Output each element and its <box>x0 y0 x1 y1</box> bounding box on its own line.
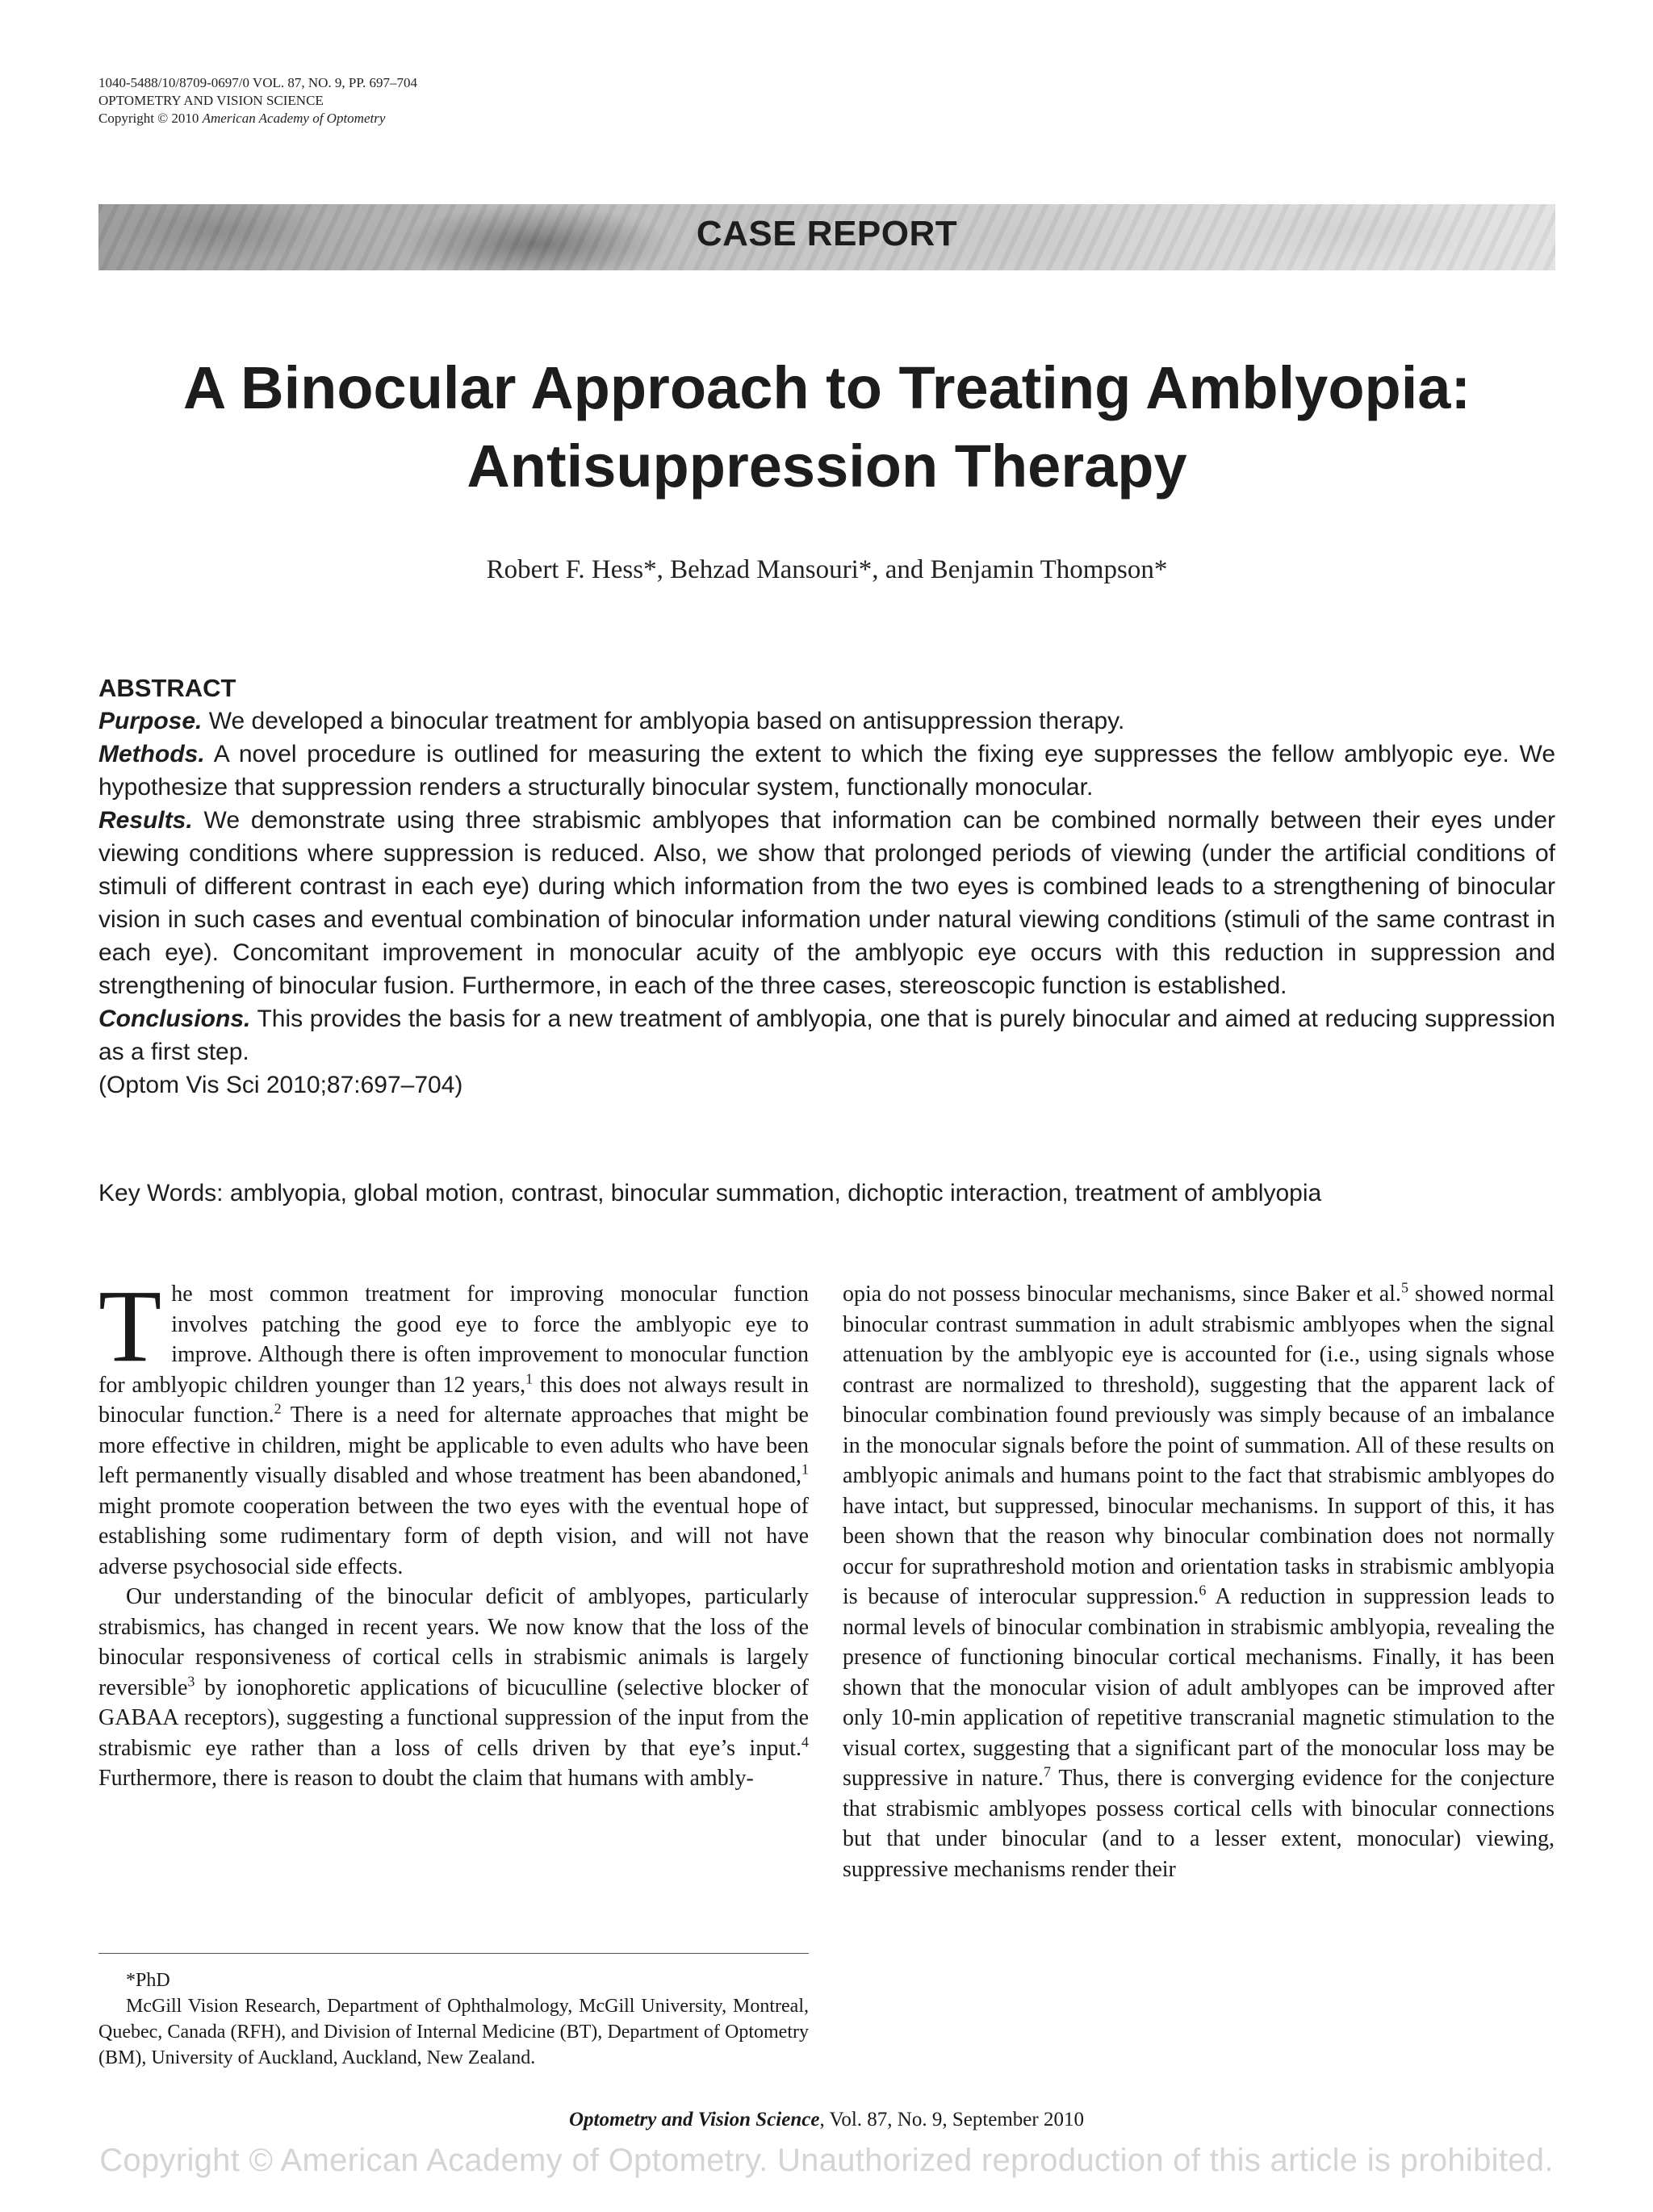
reference-mark[interactable]: 6 <box>1199 1582 1207 1599</box>
abstract-heading: ABSTRACT <box>98 674 236 702</box>
body-column-left <box>98 1269 809 1794</box>
footnote-degree: *PhD <box>126 1970 170 1991</box>
section-label: CASE REPORT <box>696 214 958 253</box>
journal-header-line-2: OPTOMETRY AND VISION SCIENCE <box>98 93 324 108</box>
body-column-right <box>843 1279 1555 1884</box>
abstract <box>98 671 1555 1102</box>
drop-cap: T <box>98 1269 162 1383</box>
article-title <box>98 349 1555 505</box>
journal-header <box>98 74 417 128</box>
reference-mark[interactable]: 2 <box>274 1400 282 1417</box>
copyright-watermark: Copyright © American Academy of Optometry. Unauthorized reproduction of this article is prohibited. <box>99 2143 1554 2178</box>
abstract-methods: Methods. A novel procedure is outlined for measuring the extent to which the fixing eye suppresses the fellow amblyopic eye. We hypothesize that suppression renders a structurally binocular system, functionally monocular. <box>98 741 1555 801</box>
body-paragraph-1: The most common treatment for improving monocular function involves patching the good eye to force the amblyopic eye to improve. Although there is often improvement to monocular function for amblyopic children younger than 12 years,$^1$ this does not always result in binocular function.$^2$ There is a need for alternate approaches that might be more effective in children, might be applicable to even adults who have been left permanently visually disabled and whose treatment has been abandoned,$^1$ might promote cooperation between the two eyes with the eventual hope of establishing some rudimentary form of depth vision, and will not have adverse psychosocial side effects. <box>98 1269 809 1579</box>
section-banner <box>98 204 1555 270</box>
body-paragraph-2: Our understanding of the binocular deficit of amblyopes, particularly strabismics, has changed in recent years. We now know that the loss of the binocular responsiveness of cortical cells in strabismic animals is largely reversible$^3$ by ionophoretic applications of bicuculline (selective blocker of GABAA receptors), suggesting a functional suppression of the input from the strabismic eye rather than a loss of cells driven by that eye’s input.$^4$ Furthermore, there is reason to doubt the claim that humans with ambly- <box>98 1584 809 1791</box>
abstract-results: Results. We demonstrate using three strabismic amblyopes that information can be combined normally between their eyes under viewing conditions where suppression is reduced. Also, we show that prolonged periods of viewing (under the artificial conditions of stimuli of different contrast in each eye) during which information from the two eyes is combined leads to a strengthening of binocular vision in such cases and eventual combination of binocular information under natural viewing conditions (stimuli of the same contrast in each eye). Concomitant improvement in monocular acuity of the amblyopic eye occurs with this reduction in suppression and strengthening of binocular fusion. Furthermore, in each of the three cases, stereoscopic function is established. <box>98 807 1555 999</box>
reference-mark[interactable]: 5 <box>1400 1279 1408 1296</box>
reference-mark[interactable]: 1 <box>801 1461 809 1478</box>
journal-header-line-3: Copyright © 2010 American Academy of Optometry <box>98 111 386 126</box>
footnote-divider <box>98 1953 809 1954</box>
article-title-line-1: A Binocular Approach to Treating Amblyopia: <box>182 354 1471 421</box>
reference-mark[interactable]: 3 <box>187 1673 195 1690</box>
reference-mark[interactable]: 7 <box>1044 1763 1052 1780</box>
abstract-purpose: Purpose. We developed a binocular treatment for amblyopia based on antisuppression therapy. <box>98 708 1125 734</box>
author-list: Robert F. Hess*, Behzad Mansouri*, and Benjamin Thompson* <box>486 555 1168 584</box>
footnote-affiliation: McGill Vision Research, Department of Ophthalmology, McGill University, Montreal, Quebec, Canada (RFH), and Division of Internal Medicine (BT), Department of Optometry (BM), University of Auckland, Auckland, New Zealand. <box>98 1996 809 2068</box>
journal-footer: Optometry and Vision Science, Vol. 87, No. 9, September 2010 <box>569 2109 1084 2130</box>
abstract-citation: (Optom Vis Sci 2010;87:697–704) <box>98 1072 463 1098</box>
footnote <box>98 1967 809 2071</box>
keywords: Key Words: amblyopia, global motion, contrast, binocular summation, dichoptic interaction, treatment of amblyopia <box>98 1180 1322 1206</box>
reference-mark[interactable]: 4 <box>801 1733 809 1750</box>
journal-header-line-1: 1040-5488/10/8709-0697/0 VOL. 87, NO. 9, PP. 697–704 <box>98 75 417 90</box>
body-paragraph-3: opia do not possess binocular mechanisms, since Baker et al.$^5$ showed normal binocular contrast summation in adult strabismic amblyopes when the signal attenuation by the amblyopic eye is accounted for (i.e., using signals whose contrast are normalized to threshold), suggesting that the apparent lack of binocular combination found previously was simply because of an imbalance in the monocular signals before the point of summation. All of these results on amblyopic animals and humans point to the fact that strabismic amblyopes do have intact, but suppressed, binocular mechanisms. In support of this, it has been shown that the reason why binocular combination does not normally occur for suprathreshold motion and orientation tasks in strabismic amblyopia is because of interocular suppression.$^6$ A reduction in suppression leads to normal levels of binocular combination in strabismic amblyopia, revealing the presence of functioning binocular cortical mechanisms. Finally, it has been shown that the monocular vision of adult amblyopes can be improved after only 10-min application of repetitive transcranial magnetic stimulation to the visual cortex, suggesting that a significant part of the monocular loss may be suppressive in nature.$^7$ Thus, there is converging evidence for the conjecture that strabismic amblyopes possess cortical cells with binocular connections but that under binocular (and to a lesser extent, monocular) viewing, suppressive mechanisms render their <box>843 1279 1555 1882</box>
article-title-line-2: Antisuppression Therapy <box>467 433 1187 500</box>
reference-mark[interactable]: 1 <box>525 1370 534 1387</box>
abstract-conclusions: Conclusions. This provides the basis for a new treatment of amblyopia, one that is purely binocular and aimed at reducing suppression as a first step. <box>98 1006 1555 1065</box>
